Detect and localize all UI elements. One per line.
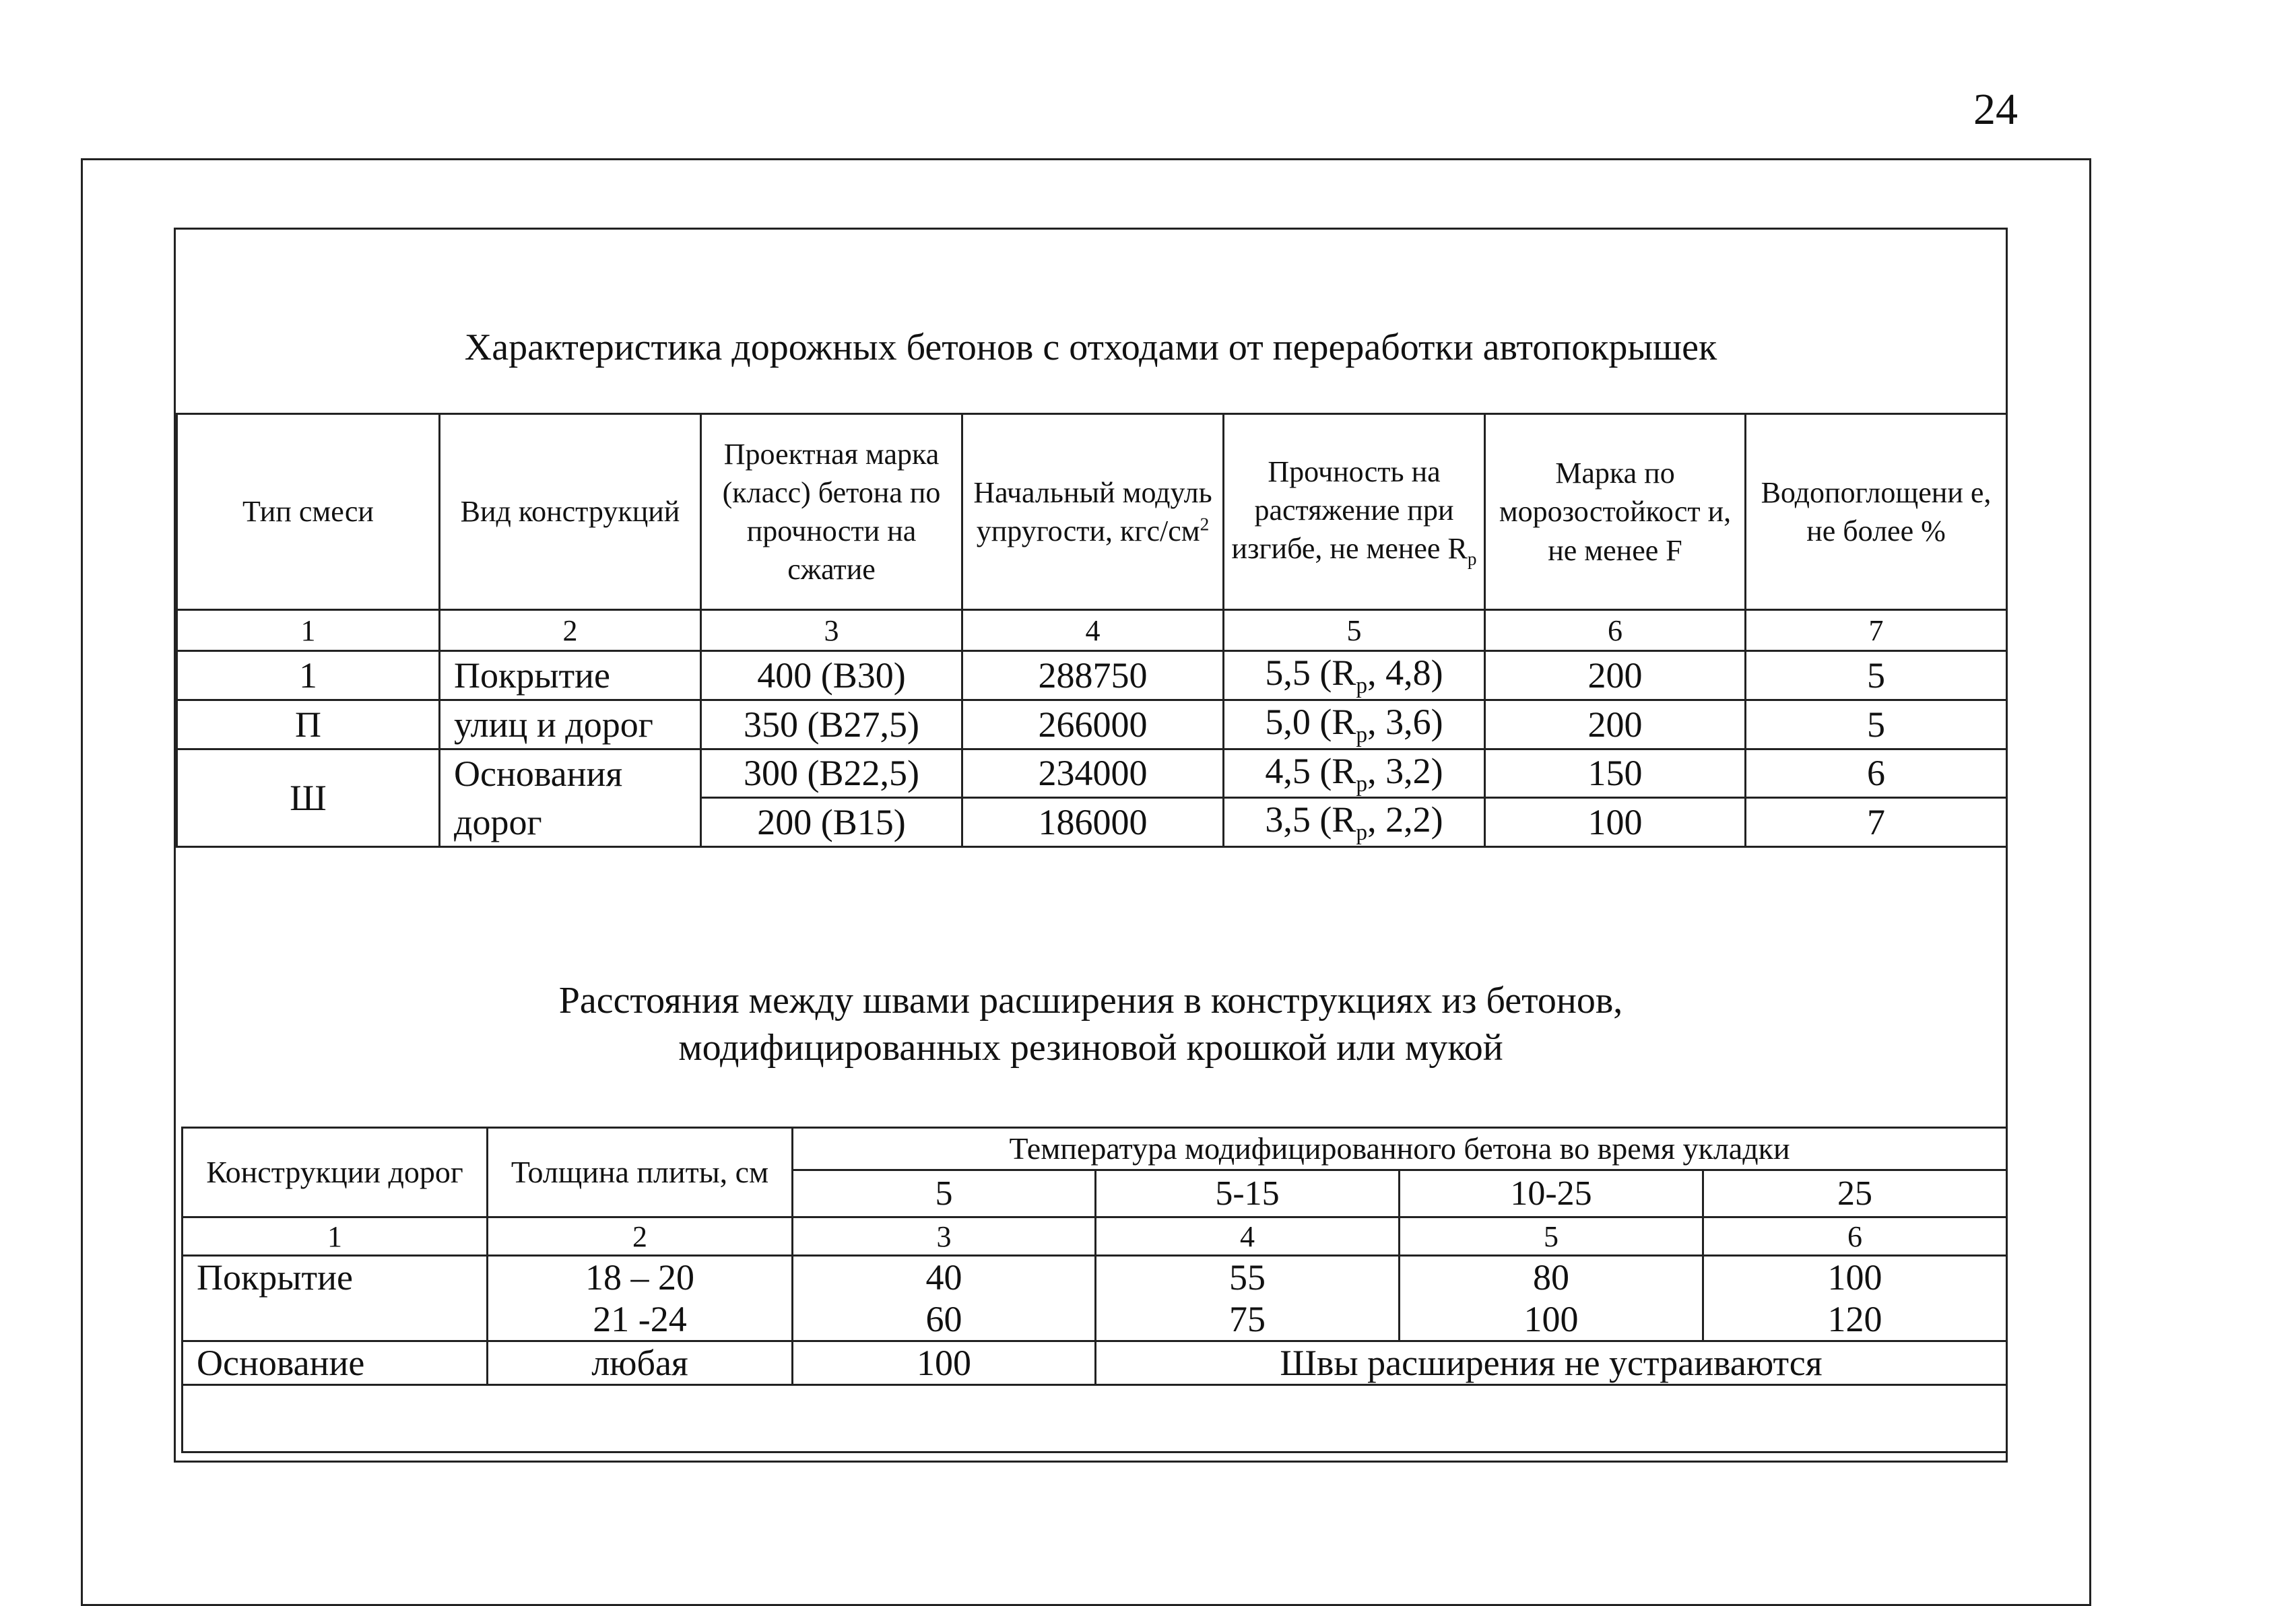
empty-row [183,1385,2007,1452]
construction-cell: дорог [440,798,701,847]
grade-cell: 300 (B22,5) [701,749,962,798]
strength-sub: p [1356,722,1368,747]
mix-type-cell: П [177,700,440,749]
construction-cell: Покрытие [183,1256,488,1341]
table-row [177,749,2007,798]
strength-cell [1224,798,1485,847]
strength-sub: p [1356,820,1368,846]
construction-cell: улиц и дорог [440,700,701,749]
thickness-value: 18 – 20 [585,1257,694,1298]
header-elastic-modulus-text: Начальный модуль упругости, кгс/см [973,475,1212,547]
modulus-cell: 234000 [962,749,1224,798]
mix-type-cell: Ш [177,749,440,847]
distance-value: 80 [1533,1257,1569,1298]
table-row [177,651,2007,700]
thickness-cell: любая [488,1341,793,1385]
column-number: 3 [701,610,962,651]
water-cell: 5 [1746,651,2007,700]
distance-value: 40 [925,1257,962,1298]
header-temp-5: 5 [793,1170,1096,1217]
frost-cell: 150 [1485,749,1746,798]
distance-value: 75 [1229,1299,1266,1340]
column-number: 7 [1746,610,2007,651]
table-row [177,700,2007,749]
distance-cell [793,1256,1096,1341]
expansion-joints-table [181,1127,2008,1453]
frost-cell: 200 [1485,651,1746,700]
distance-cell [1400,1256,1703,1341]
frost-cell: 200 [1485,700,1746,749]
table-row [183,1341,2007,1385]
strength-value: 3,5 (R [1265,799,1356,840]
strength-sub: p [1356,771,1368,797]
column-number: 4 [1096,1217,1400,1256]
strength-cell [1224,651,1485,700]
strength-value: 4,5 (R [1265,750,1356,791]
header-temp-10-25: 10-25 [1400,1170,1703,1217]
table-row [177,798,2007,847]
table2-title-line1: Расстояния между швами расширения в конструкциях из бетонов, [558,980,1623,1022]
header-temp-25: 25 [1703,1170,2007,1217]
strength-value: 5,5 (R [1265,653,1356,693]
strength-value: , 2,2) [1367,799,1443,840]
table-row [183,1256,2007,1341]
strength-value: , 4,8) [1367,653,1443,693]
modulus-cell: 266000 [962,700,1224,749]
strength-value: 5,0 (R [1265,701,1356,742]
distance-value: 60 [925,1299,962,1340]
construction-cell: Основание [183,1341,488,1385]
column-number: 6 [1485,610,1746,651]
strength-value: , 3,2) [1367,750,1443,791]
strength-cell [1224,749,1485,798]
header-elastic-modulus [962,414,1224,610]
header-flexural-strength-text: Прочность на растяжение при изгибе, не менее R [1231,455,1468,566]
header-flexural-strength-sub: p [1467,548,1477,569]
header-temperature: Температура модифицированного бетона во время укладки [793,1128,2007,1170]
header-water-absorption: Водопоглощени е, не более % [1746,414,2007,610]
inner-frame [174,228,2008,1463]
page-number: 24 [1973,85,2018,134]
column-number: 1 [177,610,440,651]
grade-cell: 200 (B15) [701,798,962,847]
concrete-characteristics-table [176,413,2008,848]
modulus-cell: 288750 [962,651,1224,700]
column-number: 2 [440,610,701,651]
column-number: 4 [962,610,1224,651]
grade-cell: 350 (B27,5) [701,700,962,749]
header-frost-grade: Марка по морозостойкост и, не менее F [1485,414,1746,610]
water-cell: 7 [1746,798,2007,847]
water-cell: 5 [1746,700,2007,749]
distance-value: 100 [1827,1257,1882,1298]
column-number: 2 [488,1217,793,1256]
column-number: 1 [183,1217,488,1256]
column-number: 5 [1400,1217,1703,1256]
header-elastic-modulus-sup: 2 [1200,514,1210,535]
header-mix-type: Тип смеси [177,414,440,610]
column-number: 5 [1224,610,1485,651]
distance-value: 55 [1229,1257,1266,1298]
strength-value: , 3,6) [1367,701,1443,742]
strength-cell [1224,700,1485,749]
table2-title-line2: модифицированных резиновой крошкой или мукой [678,1027,1503,1069]
header-design-grade: Проектная марка (класс) бетона по прочности на сжатие [701,414,962,610]
strength-sub: p [1356,673,1368,698]
thickness-value: 21 -24 [593,1299,687,1340]
distance-cell [1703,1256,2007,1341]
header-flexural-strength [1224,414,1485,610]
distance-cell: 100 [793,1341,1096,1385]
frost-cell: 100 [1485,798,1746,847]
header-temp-5-15: 5-15 [1096,1170,1400,1217]
empty-cell [183,1385,2007,1452]
table1-title: Характеристика дорожных бетонов с отходами от переработки автопокрышек [464,327,1717,368]
construction-cell: Покрытие [440,651,701,700]
thickness-cell [488,1256,793,1341]
distance-value: 100 [1523,1299,1579,1340]
header-road-construction: Конструкции дорог [183,1128,488,1217]
modulus-cell: 186000 [962,798,1224,847]
distance-value: 120 [1827,1299,1882,1340]
header-construction-type: Вид конструкций [440,414,701,610]
construction-cell: Основания [440,749,701,798]
column-number: 6 [1703,1217,2007,1256]
mix-type-cell: 1 [177,651,440,700]
distance-cell [1096,1256,1400,1341]
water-cell: 6 [1746,749,2007,798]
header-slab-thickness: Толщина плиты, см [488,1128,793,1217]
grade-cell: 400 (B30) [701,651,962,700]
table2-title [176,977,2006,1071]
note-cell: Швы расширения не устраиваются [1096,1341,2007,1385]
column-number: 3 [793,1217,1096,1256]
